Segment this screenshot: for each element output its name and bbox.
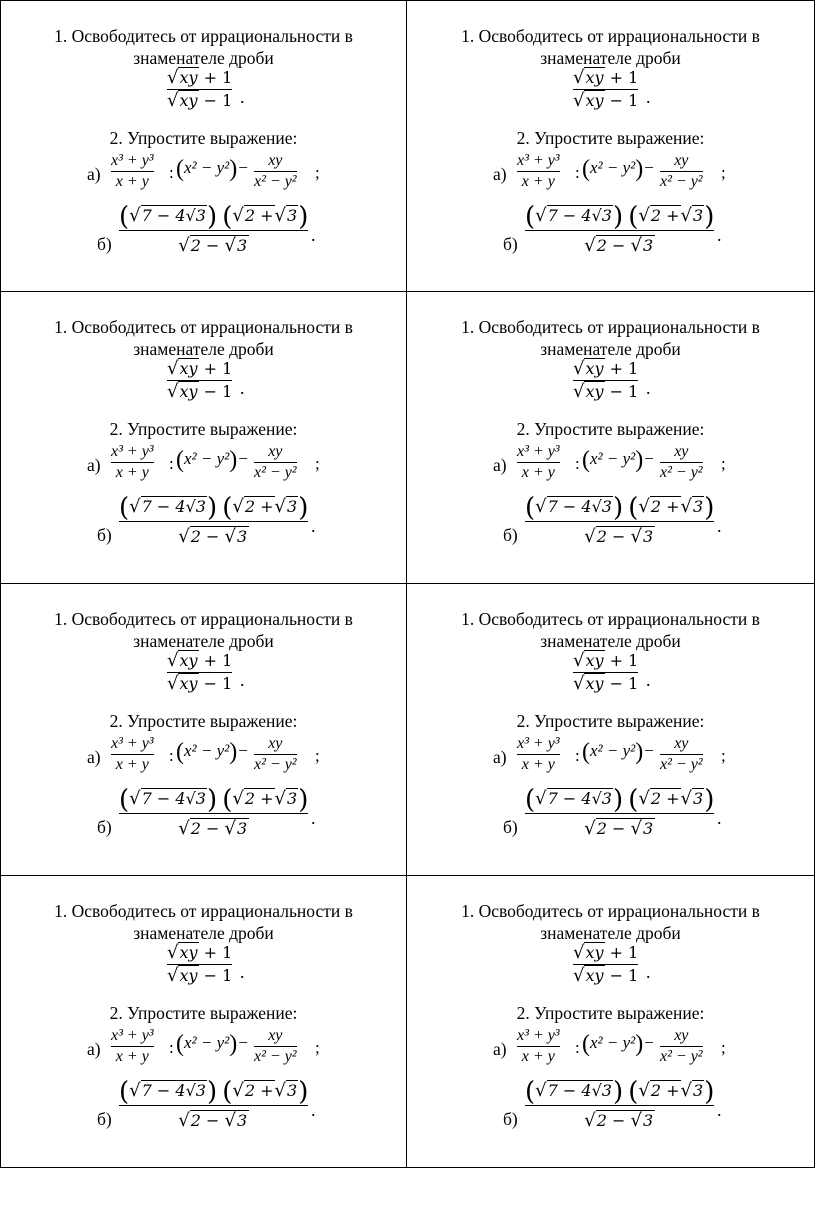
fraction-numerator: √xy + 1 (167, 358, 233, 379)
task-1-line-2: знаменателе дроби (540, 631, 681, 651)
task-1-line-2: знаменателе дроби (133, 339, 274, 359)
fraction-denominator: √xy − 1 (167, 673, 233, 694)
item-a-fraction-1 (111, 442, 154, 483)
division-colon: : (169, 1038, 174, 1057)
item-b-fraction (119, 494, 308, 550)
item-a-parenthesis: (x² − y²)− (582, 447, 655, 473)
fraction-denominator: √xy − 1 (167, 381, 233, 402)
task-1 (1, 316, 406, 360)
fraction-numerator: xy (674, 443, 689, 460)
fraction-numerator: xy (674, 1027, 689, 1044)
item-b-fraction (119, 786, 308, 842)
task-1-line-1: 1. Освободитесь от иррациональности в (54, 609, 353, 629)
fraction-denominator: x + y (521, 756, 555, 773)
item-b-period: . (717, 225, 722, 245)
task-1-line-1: 1. Освободитесь от иррациональности в (461, 26, 760, 46)
task-2-heading: 2. Упростите выражение: (516, 419, 705, 439)
fraction-denominator: x² − y² (660, 1048, 703, 1065)
item-a-fraction-2 (660, 1026, 703, 1067)
item-b-label: б) (503, 234, 518, 254)
fraction-denominator: x² − y² (254, 756, 297, 773)
item-a-label: а) (493, 164, 507, 184)
task-1 (407, 608, 814, 652)
item-a-semicolon: ; (721, 163, 726, 182)
task-card (0, 584, 407, 876)
fraction-numerator: √xy + 1 (573, 650, 639, 671)
division-colon: : (575, 1038, 580, 1057)
fraction-denominator: √xy − 1 (573, 673, 639, 694)
item-a-label: а) (87, 747, 101, 767)
task-1-line-2: знаменателе дроби (540, 48, 681, 68)
fraction-denominator: x + y (115, 464, 149, 481)
item-b-period: . (311, 516, 316, 536)
item-a-semicolon: ; (315, 163, 320, 182)
fraction-denominator: √2 − √3 (584, 235, 654, 256)
task-1-line-1: 1. Освободитесь от иррациональности в (54, 901, 353, 921)
item-b-label: б) (97, 817, 112, 837)
fraction-numerator: x³ + y³ (111, 152, 154, 169)
division-colon: : (169, 163, 174, 182)
item-a-semicolon: ; (721, 746, 726, 765)
fraction-denominator: √2 − √3 (178, 818, 248, 839)
fraction-numerator: (√7 − 4√3) (√2 +√3) (525, 493, 715, 523)
fraction-denominator: x + y (115, 173, 149, 190)
task-card (0, 876, 407, 1168)
fraction-numerator: (√7 − 4√3) (√2 +√3) (525, 1077, 715, 1107)
division-colon: : (575, 454, 580, 473)
item-a-fraction-1 (517, 151, 560, 192)
task-2-heading: 2. Упростите выражение: (109, 128, 298, 148)
fraction-numerator: √xy + 1 (167, 650, 233, 671)
fraction-numerator: (√7 − 4√3) (√2 +√3) (119, 493, 309, 523)
fraction-numerator: xy (268, 152, 283, 169)
fraction-denominator: x + y (115, 756, 149, 773)
task-card (0, 0, 407, 292)
fraction-denominator: √xy − 1 (167, 965, 233, 986)
fraction-numerator: √xy + 1 (573, 67, 639, 88)
fraction-numerator: x³ + y³ (517, 1027, 560, 1044)
item-a-parenthesis: (x² − y²)− (582, 739, 655, 765)
item-a-label: а) (493, 747, 507, 767)
item-b-label: б) (97, 234, 112, 254)
division-colon: : (169, 746, 174, 765)
item-a-fraction-2 (660, 151, 703, 192)
item-a-fraction-1 (517, 442, 560, 483)
fraction-numerator: x³ + y³ (111, 1027, 154, 1044)
item-b-label: б) (97, 1109, 112, 1129)
fraction-numerator: xy (674, 735, 689, 752)
fraction-numerator: x³ + y³ (111, 735, 154, 752)
task-1-fraction (573, 650, 638, 695)
task-1 (407, 900, 814, 944)
fraction-denominator: √2 − √3 (584, 818, 654, 839)
task-1 (1, 608, 406, 652)
task-2-heading: 2. Упростите выражение: (109, 1003, 298, 1023)
item-b-fraction (119, 1078, 308, 1134)
fraction-numerator: √xy + 1 (167, 942, 233, 963)
fraction-numerator: xy (268, 735, 283, 752)
task-2-heading: 2. Упростите выражение: (109, 711, 298, 731)
task-1-fraction (573, 67, 638, 112)
division-colon: : (169, 454, 174, 473)
fraction-numerator: xy (268, 443, 283, 460)
fraction-numerator: (√7 − 4√3) (√2 +√3) (119, 202, 309, 232)
item-a-label: а) (87, 164, 101, 184)
division-colon: : (575, 746, 580, 765)
task-1-line-1: 1. Освободитесь от иррациональности в (461, 901, 760, 921)
item-a-parenthesis: (x² − y²)− (176, 156, 249, 182)
division-colon: : (575, 163, 580, 182)
item-a-fraction-1 (111, 151, 154, 192)
task-card (407, 292, 815, 584)
item-b-fraction (525, 786, 714, 842)
fraction-denominator: x² − y² (254, 464, 297, 481)
item-a-parenthesis: (x² − y²)− (176, 447, 249, 473)
fraction-numerator: x³ + y³ (111, 443, 154, 460)
item-a-fraction-2 (254, 734, 297, 775)
fraction-denominator: √xy − 1 (573, 965, 639, 986)
item-a-semicolon: ; (315, 454, 320, 473)
item-a-label: а) (87, 455, 101, 475)
task-1-line-1: 1. Освободитесь от иррациональности в (461, 609, 760, 629)
item-b-label: б) (503, 525, 518, 545)
fraction-numerator: (√7 − 4√3) (√2 +√3) (119, 785, 309, 815)
item-a-fraction-2 (254, 442, 297, 483)
item-a-fraction-1 (111, 734, 154, 775)
fraction-numerator: x³ + y³ (517, 152, 560, 169)
item-b-fraction (525, 203, 714, 259)
fraction-numerator: (√7 − 4√3) (√2 +√3) (119, 1077, 309, 1107)
task-1-period: . (240, 670, 245, 690)
fraction-denominator: √2 − √3 (178, 526, 248, 547)
fraction-denominator: √2 − √3 (584, 1110, 654, 1131)
task-2-heading: 2. Упростите выражение: (516, 1003, 705, 1023)
item-b-label: б) (503, 1109, 518, 1129)
task-1-line-1: 1. Освободитесь от иррациональности в (54, 317, 353, 337)
task-1-period: . (646, 670, 651, 690)
item-a-fraction-2 (660, 442, 703, 483)
fraction-numerator: √xy + 1 (573, 942, 639, 963)
fraction-denominator: x + y (521, 1048, 555, 1065)
item-b-fraction (525, 1078, 714, 1134)
item-a-label: а) (493, 455, 507, 475)
fraction-denominator: √xy − 1 (573, 381, 639, 402)
item-a-parenthesis: (x² − y²)− (582, 156, 655, 182)
item-a-fraction-1 (517, 734, 560, 775)
task-1 (1, 25, 406, 69)
fraction-numerator: (√7 − 4√3) (√2 +√3) (525, 785, 715, 815)
task-2-heading: 2. Упростите выражение: (516, 711, 705, 731)
fraction-denominator: √xy − 1 (573, 90, 639, 111)
item-b-period: . (717, 516, 722, 536)
fraction-denominator: √2 − √3 (178, 235, 248, 256)
fraction-denominator: x² − y² (660, 173, 703, 190)
task-card (407, 0, 815, 292)
task-1-line-2: знаменателе дроби (540, 339, 681, 359)
task-1-fraction (167, 942, 232, 987)
fraction-denominator: x² − y² (254, 1048, 297, 1065)
task-1-fraction (573, 942, 638, 987)
item-a-semicolon: ; (315, 1038, 320, 1057)
fraction-denominator: x² − y² (254, 173, 297, 190)
task-2-heading: 2. Упростите выражение: (109, 419, 298, 439)
fraction-denominator: √2 − √3 (584, 526, 654, 547)
task-1 (1, 900, 406, 944)
item-a-fraction-2 (660, 734, 703, 775)
task-1-fraction (573, 358, 638, 403)
item-a-parenthesis: (x² − y²)− (582, 1031, 655, 1057)
fraction-numerator: x³ + y³ (517, 443, 560, 460)
task-1-period: . (646, 962, 651, 982)
item-a-parenthesis: (x² − y²)− (176, 1031, 249, 1057)
task-card (407, 584, 815, 876)
task-2-heading: 2. Упростите выражение: (516, 128, 705, 148)
fraction-denominator: √xy − 1 (167, 90, 233, 111)
item-a-fraction-1 (517, 1026, 560, 1067)
item-b-period: . (717, 808, 722, 828)
task-card (0, 292, 407, 584)
item-a-semicolon: ; (721, 1038, 726, 1057)
fraction-numerator: xy (268, 1027, 283, 1044)
item-b-fraction (119, 203, 308, 259)
item-b-label: б) (503, 817, 518, 837)
task-1-period: . (240, 87, 245, 107)
fraction-numerator: (√7 − 4√3) (√2 +√3) (525, 202, 715, 232)
task-1-period: . (240, 378, 245, 398)
fraction-numerator: xy (674, 152, 689, 169)
item-b-period: . (717, 1100, 722, 1120)
task-1-period: . (646, 378, 651, 398)
task-1-fraction (167, 358, 232, 403)
fraction-denominator: √2 − √3 (178, 1110, 248, 1131)
item-b-period: . (311, 1100, 316, 1120)
task-card (407, 876, 815, 1168)
item-a-label: а) (493, 1039, 507, 1059)
task-1-line-1: 1. Освободитесь от иррациональности в (54, 26, 353, 46)
fraction-denominator: x + y (521, 173, 555, 190)
task-1 (407, 25, 814, 69)
task-1-period: . (646, 87, 651, 107)
item-a-fraction-2 (254, 1026, 297, 1067)
fraction-denominator: x² − y² (660, 756, 703, 773)
fraction-numerator: √xy + 1 (573, 358, 639, 379)
task-1-period: . (240, 962, 245, 982)
fraction-numerator: x³ + y³ (517, 735, 560, 752)
task-1-line-2: знаменателе дроби (133, 923, 274, 943)
item-a-label: а) (87, 1039, 101, 1059)
item-a-semicolon: ; (721, 454, 726, 473)
task-1-line-1: 1. Освободитесь от иррациональности в (461, 317, 760, 337)
task-1-line-2: знаменателе дроби (133, 48, 274, 68)
task-1 (407, 316, 814, 360)
fraction-denominator: x² − y² (660, 464, 703, 481)
item-a-fraction-1 (111, 1026, 154, 1067)
item-a-semicolon: ; (315, 746, 320, 765)
item-a-parenthesis: (x² − y²)− (176, 739, 249, 765)
task-1-fraction (167, 650, 232, 695)
fraction-numerator: √xy + 1 (167, 67, 233, 88)
item-b-label: б) (97, 525, 112, 545)
item-b-period: . (311, 225, 316, 245)
task-1-fraction (167, 67, 232, 112)
task-1-line-2: знаменателе дроби (540, 923, 681, 943)
item-b-fraction (525, 494, 714, 550)
fraction-denominator: x + y (521, 464, 555, 481)
item-a-fraction-2 (254, 151, 297, 192)
task-1-line-2: знаменателе дроби (133, 631, 274, 651)
fraction-denominator: x + y (115, 1048, 149, 1065)
item-b-period: . (311, 808, 316, 828)
